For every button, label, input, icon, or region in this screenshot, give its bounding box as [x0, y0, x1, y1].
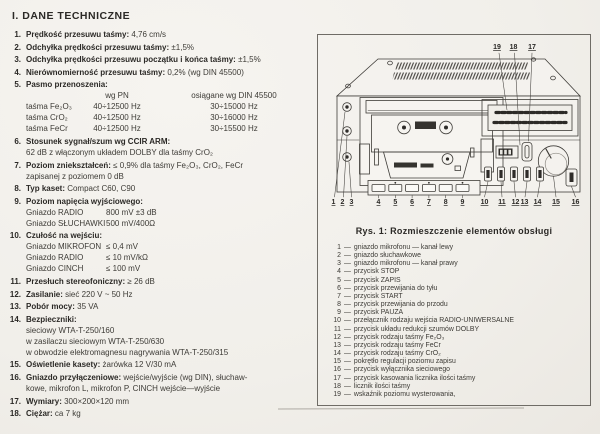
- spec-item: 10. Czułość na wejściu: Gniazdo MIKROFON ≤ 0,4 mV Gniazdo RADIO ≤ 10 mV/kΩ Gniazdo CINCH ≤ 100 mV: [9, 231, 148, 274]
- callout-label: 16: [571, 199, 580, 206]
- callout-label: 10: [480, 199, 489, 206]
- callout-label: 12: [511, 199, 520, 206]
- spec-item: 8. Typ kaset: Compact C60, C90: [14, 184, 136, 194]
- fast-forward-button: [439, 185, 452, 192]
- spec-item: 3. Odchyłka prędkości przesuwu początku i końca taśmy: ±1,5%: [14, 55, 261, 65]
- legend-item: 16 — przycisk wyłącznika sieciowego: [333, 366, 451, 374]
- section-heading: I. DANE TECHNICZNE: [12, 10, 131, 22]
- figure-caption: Rys. 1: Rozmieszczenie elementów obsługi: [355, 226, 553, 236]
- spec-item: 9. Poziom napięcia wyjściowego: Gniazdo RADIO 800 mV ±3 dB Gniazdo SŁUCHAWKI500 mV/400Ω: [14, 196, 157, 228]
- spec-item: 13. Pobór mocy: 35 VA: [9, 302, 99, 312]
- callout-label: 3: [349, 199, 354, 206]
- spec-item: 1. Prędkość przesuwu taśmy: 4,76 cm/s: [14, 30, 167, 39]
- scan-artifact-line: [278, 407, 524, 409]
- legend-item: 3 — gniazdo mikrofonu — kanał prawy: [337, 260, 458, 268]
- callout-label: 4: [376, 199, 381, 206]
- vent-slots: [393, 73, 531, 80]
- spec-item: 2. Odchyłka prędkości przesuwu taśmy: ±1,5%: [14, 42, 195, 52]
- legend-item: 10 — przełącznik rodzaju wejścia RADIO-UNIWERSALNE: [333, 317, 514, 325]
- legend-item: 13 — przycisk rodzaju taśmy FeCr: [333, 341, 441, 349]
- spec-list: [8, 29, 312, 419]
- legend-item: 8 — przycisk przewijania do przodu: [337, 301, 448, 309]
- spec-item: 7. Poziom zniekształceń: ≤ 0,9% dla taśmy Fe₂O₃, CrO₂, FeCr zapisanej z poziomem 0 dB: [14, 160, 244, 181]
- callout-label: 5: [393, 199, 398, 206]
- callout-label: 19: [493, 44, 501, 51]
- spec-item: 12. Zasilanie: sieć 220 V ~ 50 Hz: [9, 289, 133, 299]
- cassette-compartment: [360, 98, 504, 186]
- spec-item: 4. Nierównomierność przesuwu taśmy: 0,2% (wg DIN 45500): [14, 67, 244, 77]
- callout-label: 9: [460, 199, 465, 206]
- record-button: [389, 185, 402, 192]
- rewind-button: [406, 185, 419, 192]
- callout-label: 18: [509, 44, 518, 51]
- spec-item: 18. Ciężar: ca 7 kg: [9, 409, 81, 419]
- cassette-label: [415, 122, 436, 130]
- spec-item: 17. Wymiary: 300×200×120 mm: [9, 396, 130, 406]
- spec-item: 5. Pasmo przenoszenia: wg PN osiągane wg DIN 45500 taśma Fe₂O₃ 40÷12500 Hz 30÷15000 Hz taśma CrO₂ 40÷12500 Hz 30÷16000 Hz taśma FeCr 40÷12500 Hz 30÷15500 Hz: [14, 80, 277, 134]
- spec-item: 11. Przesłuch stereofoniczny: ≥ 26 dB: [10, 276, 155, 286]
- vent-slots: [396, 63, 529, 70]
- legend-item: 5 — przycisk ZAPIS: [337, 276, 401, 284]
- callout-label: 6: [410, 199, 415, 206]
- legend-item: 15 — pokrętło regulacji poziomu zapisu: [333, 358, 456, 366]
- spec-item: 6. Stosunek sygnał/szum wg CCIR ARM: 62 dB z włączonym układem DOLBY dla taśmy CrO₂: [14, 136, 214, 157]
- stop-button: [372, 185, 385, 192]
- legend-item: 12 — przycisk rodzaju taśmy Fe₂O₃: [333, 333, 445, 341]
- spec-item: 16. Gniazdo przyłączeniowe: wejście/wyjście (wg DIN), słuchaw- kowe, mikrofon L, mikrofon P, CINCH wejście—wyjście: [9, 372, 248, 393]
- cassette-deck-drawing: [318, 39, 590, 211]
- callout-label: 2: [340, 199, 345, 206]
- callout-label: 1: [331, 199, 336, 206]
- callout-label: 13: [520, 199, 529, 206]
- callout-label: 11: [498, 199, 506, 206]
- transport-buttons: [368, 181, 480, 196]
- legend-item: 7 — przycisk START: [337, 292, 403, 300]
- start-button: [422, 185, 435, 192]
- legend-item: 4 — przycisk STOP: [337, 268, 400, 276]
- figure-box: [317, 34, 591, 406]
- callout-label: 17: [528, 44, 536, 51]
- legend-item: 11 — przycisk układu redukcji szumów DOLBY: [333, 325, 480, 333]
- legend-item: 6 — przycisk przewijania do tyłu: [337, 284, 438, 292]
- callout-label: 14: [533, 199, 542, 206]
- legend-item: 2 — gniazdo słuchawkowe: [337, 252, 421, 260]
- technical-data-section: [8, 10, 312, 421]
- callout-label: 7: [426, 199, 431, 206]
- figure-legend: [328, 244, 584, 399]
- legend-item: 14 — przycisk rodzaju taśmy CrO₂: [333, 350, 441, 358]
- spec-item: 14. Bezpieczniki: sieciowy WTA-T-250/160 w zasilaczu sieciowym WTA-T-250/630 w obwodzie elektromagnesu nagrywania WTA-T-250/315: [9, 314, 229, 357]
- callout-label: 8: [443, 199, 448, 206]
- legend-item: 19 — wskaźnik poziomu wysterowania,: [333, 390, 456, 398]
- legend-item: 9 — przycisk PAUZA: [337, 309, 404, 317]
- legend-item: 17 — przycisk kasowania licznika ilości taśmy: [333, 374, 476, 382]
- callout-label: 15: [552, 199, 560, 206]
- legend-item: 1 — gniazdo mikrofonu — kanał lewy: [337, 244, 454, 251]
- pause-button: [456, 185, 469, 192]
- spec-item: 15. Oświetlenie kasety: żarówka 12 V/30 mA: [9, 360, 177, 370]
- legend-item: 18 — licznik ilości taśmy: [333, 382, 411, 390]
- power-switch: [566, 169, 577, 186]
